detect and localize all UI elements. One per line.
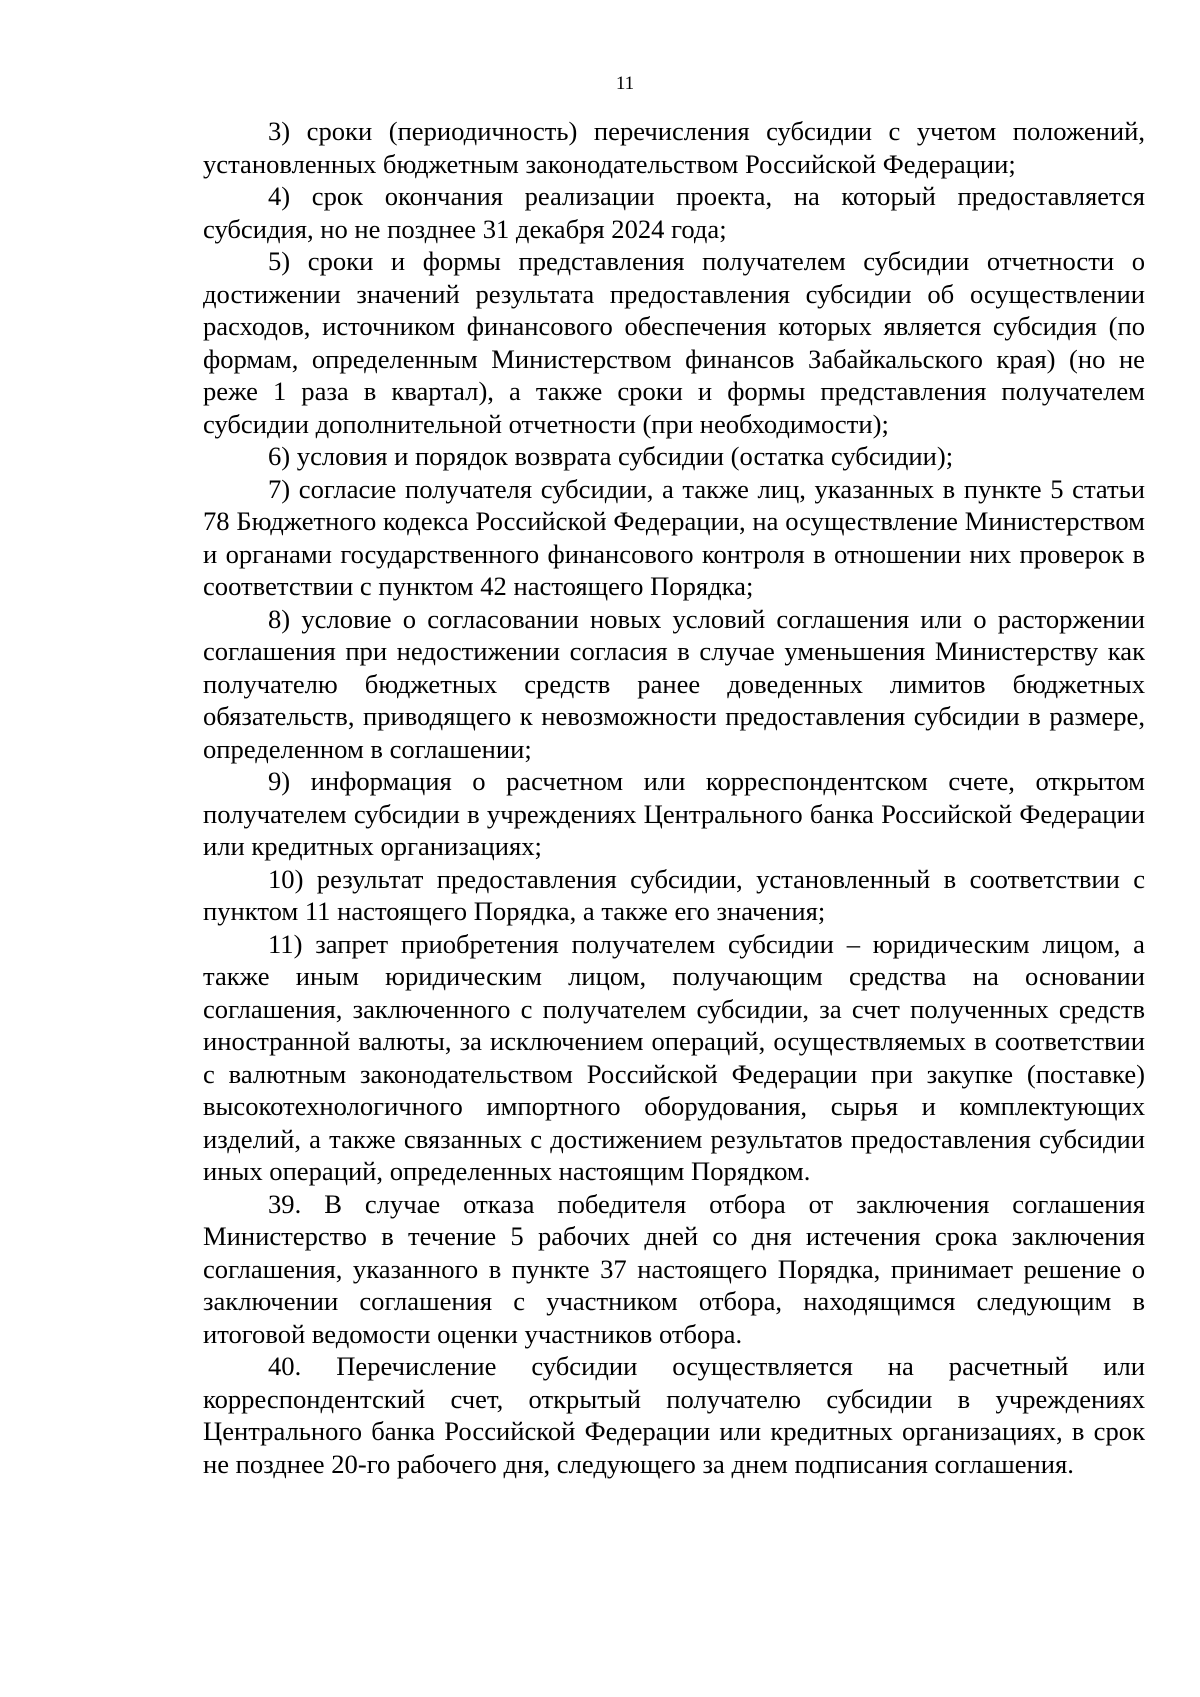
list-item-6: 6) условия и порядок возврата субсидии (остатка субсидии); — [268, 441, 954, 471]
list-item-8: 8) условие о согласовании новых условий соглашения или о расторжении соглашения при недостижении согласия в случае уменьшения Министерству как получателю бюджетных средств ранее доведенных лимитов бюджетных обязательств, приводящего к невозможности предоставления субсидии в размере, определенном в соглашении; — [203, 603, 1145, 764]
page-number: 11 — [615, 73, 635, 94]
list-item-9: 9) информация о расчетном или корреспондентском счете, открытом получателем субсидии в учреждениях Центрального банка Российской Федерации или кредитных организациях; — [203, 766, 1145, 861]
list-item-7: 7) согласие получателя субсидии, а также лиц, указанных в пункте 5 статьи 78 Бюджетного кодекса Российской Федерации, на осуществление Министерством и органами государственного финансового контроля в отношении них проверок в соответствии с пунктом 42 настоящего Порядка; — [203, 473, 1145, 601]
clause-39: 39. В случае отказа победителя отбора от заключения соглашения Министерство в течение 5 рабочих дней со дня истечения срока заключения соглашения, указанного в пункте 37 настоящего Порядка, принимает решение о заключении соглашения с участником отбора, находящимся следующим в итоговой ведомости оценки участников отбора. — [203, 1188, 1145, 1349]
clause-40: 40. Перечисление субсидии осуществляется на расчетный или корреспондентский счет, открытый получателю субсидии в учреждениях Центрального банка Российской Федерации или кредитных организациях, в срок не позднее 20-го рабочего дня, следующего за днем подписания соглашения. — [203, 1351, 1145, 1479]
document-body — [203, 115, 1145, 1480]
list-item-10: 10) результат предоставления субсидии, установленный в соответствии с пунктом 11 настоящего Порядка, а также его значения; — [203, 863, 1145, 926]
list-item-5: 5) сроки и формы представления получателем субсидии отчетности о достижении значений результата предоставления субсидии об осуществлении расходов, источником финансового обеспечения которых является субсидия (по формам, определенным Министерством финансов Забайкальского края) (но не реже 1 раза в квартал), а также сроки и формы представления получателем субсидии дополнительной отчетности (при необходимости); — [203, 246, 1145, 439]
list-item-4: 4) срок окончания реализации проекта, на который предоставляется субсидия, но не позднее 31 декабря 2024 года; — [203, 181, 1145, 244]
list-item-11: 11) запрет приобретения получателем субсидии – юридическим лицом, а также иным юридическим лицом, получающим средства на основании соглашения, заключенного с получателем субсидии, за счет полученных средств иностранной валюты, за исключением операций, осуществляемых в соответствии с валютным законодательством Российской Федерации при закупке (поставке) высокотехнологичного импортного оборудования, сырья и комплектующих изделий, а также связанных с достижением результатов предоставления субсидии иных операций, определенных настоящим Порядком. — [203, 928, 1145, 1186]
list-item-3: 3) сроки (периодичность) перечисления субсидии с учетом положений, установленных бюджетным законодательством Российской Федерации; — [203, 116, 1145, 179]
